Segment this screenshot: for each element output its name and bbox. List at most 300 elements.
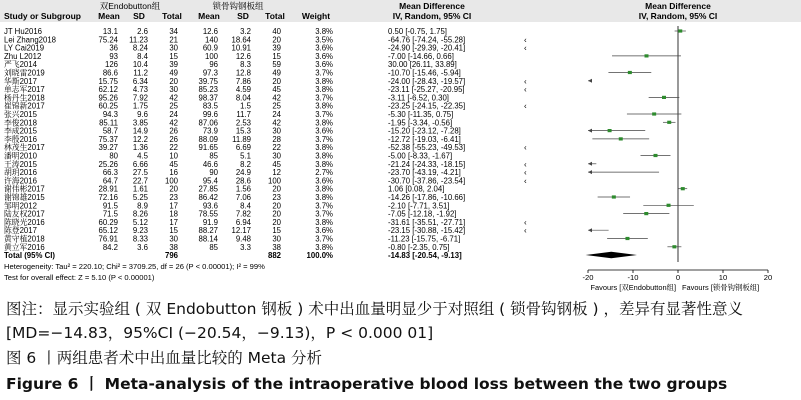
mean2-cell: 98.37 xyxy=(198,93,218,103)
study-col-header: Study or Subgroup xyxy=(4,11,81,21)
weight-cell: 3.7% xyxy=(315,68,333,78)
sd1-cell: 9.23 xyxy=(132,226,148,236)
total2-cell: 38 xyxy=(272,242,281,252)
off-scale-marker: ‹ xyxy=(524,101,527,111)
mean1-cell: 15.75 xyxy=(98,76,118,86)
mean1-cell: 66.3 xyxy=(102,168,118,178)
sd1-cell: 8.24 xyxy=(132,43,148,53)
total1-cell: 42 xyxy=(169,93,178,103)
study-name: 陆友权2017 xyxy=(4,209,45,219)
ci-cell: -2.10 [-7.71, 3.51] xyxy=(388,201,450,211)
total2-cell: 45 xyxy=(272,159,281,169)
ci-cell: -7.05 [-12.18, -1.92] xyxy=(388,209,457,219)
ci-cell: 30.00 [26.11, 33.89] xyxy=(388,60,457,70)
point-estimate xyxy=(612,195,616,198)
study-rows xyxy=(4,27,465,260)
mean2-cell: 100 xyxy=(204,51,218,61)
study-name: 华斯2017 xyxy=(4,76,37,86)
point-estimate xyxy=(625,237,629,240)
sd1-cell: 8.9 xyxy=(137,201,148,211)
total2-cell: 12 xyxy=(272,168,281,178)
sd2-cell: 2.53 xyxy=(235,118,251,128)
mean2-cell: 85 xyxy=(209,151,218,161)
weight-cell: 3.7% xyxy=(315,201,333,211)
weight-cell: 3.7% xyxy=(315,134,333,144)
sd2-cell: 8.4 xyxy=(240,201,251,211)
total1-cell: 24 xyxy=(169,110,178,119)
study-name: 陈登2017 xyxy=(4,226,37,236)
x-tick-label: 0 xyxy=(675,273,681,282)
plot-marks xyxy=(524,26,772,282)
sd2-cell: 10.91 xyxy=(231,43,251,53)
weight-cell: 3.8% xyxy=(315,76,333,86)
sd2-cell: 6.69 xyxy=(235,143,251,153)
total2-cell: 30 xyxy=(272,234,281,244)
mean1-cell: 94.3 xyxy=(102,110,118,119)
study-name: 李俊2018 xyxy=(4,118,37,128)
study-name: LY Cai2019 xyxy=(4,43,45,53)
sd1-cell: 8.4 xyxy=(137,51,148,61)
total2-cell: 20 xyxy=(272,184,281,194)
mean1-cell: 39.27 xyxy=(98,143,118,153)
sd1-cell: 14.9 xyxy=(132,126,148,136)
weight-cell: 3.8% xyxy=(315,101,333,111)
sd2-cell: 1.56 xyxy=(235,184,251,194)
off-scale-marker: ‹ xyxy=(524,176,527,186)
off-scale-marker: ‹ xyxy=(524,217,527,227)
mean1-cell: 80 xyxy=(109,151,118,161)
study-name: 李成2015 xyxy=(4,126,37,136)
weight-cell: 3.5% xyxy=(315,35,333,45)
mean1-cell: 36 xyxy=(109,43,118,53)
weight-cell: 3.8% xyxy=(315,193,333,202)
sd2-cell: 8.04 xyxy=(235,93,251,103)
mean1-cell: 58.7 xyxy=(102,126,118,136)
study-name: 崔锦新2017 xyxy=(4,101,45,111)
x-tick-label: 20 xyxy=(763,273,773,282)
total1-cell: 17 xyxy=(169,217,178,227)
point-estimate xyxy=(678,29,682,32)
total1-cell: 10 xyxy=(169,151,178,161)
point-estimate xyxy=(667,121,671,124)
mean1-cell: 95.26 xyxy=(98,93,118,103)
mean2-cell: 87.06 xyxy=(198,118,218,128)
weight-cell: 3.8% xyxy=(315,242,333,252)
total-weight: 100.0% xyxy=(306,251,333,260)
study-name: 谢伟彬2017 xyxy=(4,184,45,194)
total1-cell: 30 xyxy=(169,85,178,95)
sd2-cell: 7.86 xyxy=(235,76,251,86)
weight-cell: 3.8% xyxy=(315,27,333,36)
total1-cell: 49 xyxy=(169,68,178,78)
ci-cell: -23.11 [-25.27, -20.95] xyxy=(388,85,465,95)
left-arrow xyxy=(588,79,592,83)
mean2-cell: 88.09 xyxy=(198,134,218,144)
ci-cell: -30.70 [-37.86, -23.54] xyxy=(388,176,466,186)
total1-cell: 30 xyxy=(169,234,178,244)
ci-cell: 1.06 [0.08, 2.04] xyxy=(388,184,445,194)
ci-cell: -31.61 [-35.51, -27.71] xyxy=(388,217,466,227)
sd1-cell: 6.66 xyxy=(132,159,148,169)
weight-cell: 3.8% xyxy=(315,159,333,169)
off-scale-marker: ‹ xyxy=(524,43,527,53)
mean1-cell: 60.25 xyxy=(98,101,118,111)
heterogeneity-text: Heterogeneity: Tau² = 220.10; Chi² = 3709.25, df = 26 (P < 0.00001); I² = 99% xyxy=(4,262,265,271)
ci-cell: -5.00 [-8.33, -1.67] xyxy=(388,151,453,161)
total1-cell: 20 xyxy=(169,184,178,194)
off-scale-marker: ‹ xyxy=(524,143,527,153)
sd2-cell: 3.3 xyxy=(240,242,251,252)
ci-cell: -23.25 [-24.15, -22.35] xyxy=(388,101,466,111)
mean1-cell: 91.5 xyxy=(102,201,118,211)
study-name: 单志军2017 xyxy=(4,85,45,95)
study-name: 黄守植2018 xyxy=(4,234,45,244)
mean1-cell: 71.5 xyxy=(102,209,118,219)
study-name: 许海2016 xyxy=(4,176,37,186)
total1-col-header: Total xyxy=(162,11,182,21)
mean1-cell: 93 xyxy=(109,51,118,61)
mean1-cell: 86.6 xyxy=(102,68,118,78)
weight-cell: 3.6% xyxy=(315,43,333,53)
study-name: 李殷2016 xyxy=(4,134,37,144)
figure-title-en: Figure 6 丨 Meta-analysis of the intraoperative blood loss between the two groups xyxy=(6,375,728,393)
sd2-cell: 24.9 xyxy=(235,168,251,178)
sd2-cell: 4.59 xyxy=(235,85,251,95)
weight-cell: 3.6% xyxy=(315,126,333,136)
point-estimate xyxy=(672,245,676,248)
mean1-cell: 126 xyxy=(104,60,118,70)
study-name: 林茂生2017 xyxy=(4,143,45,153)
mean2-cell: 83.5 xyxy=(202,101,218,111)
sd1-cell: 2.6 xyxy=(137,27,148,36)
total-ci: -14.83 [-20.54, -9.13] xyxy=(388,251,462,260)
study-name: Zhu L2012 xyxy=(4,51,42,61)
sd1-cell: 22.7 xyxy=(132,176,148,186)
ci-cell: -52.38 [-55.23, -49.53] xyxy=(388,143,466,153)
group1-header: 双Endobutton组 xyxy=(99,1,161,11)
point-estimate xyxy=(644,212,648,215)
total1-cell: 26 xyxy=(169,126,178,136)
weight-cell: 3.7% xyxy=(315,110,333,119)
sd1-cell: 1.75 xyxy=(132,101,148,111)
weight-cell: 3.6% xyxy=(315,176,333,186)
sd1-cell: 11.2 xyxy=(133,68,148,78)
sd1-cell: 7.92 xyxy=(132,93,148,103)
mean2-cell: 73.9 xyxy=(202,126,218,136)
mean1-cell: 72.16 xyxy=(98,193,118,202)
total2-cell: 20 xyxy=(272,35,281,45)
mean2-cell: 78.55 xyxy=(198,209,218,219)
sd1-cell: 5.12 xyxy=(132,217,148,227)
mean2-cell: 91.65 xyxy=(198,143,218,153)
sd1-cell: 4.5 xyxy=(137,151,148,161)
mean2-cell: 85.23 xyxy=(198,85,218,95)
mean2-col-header: Mean xyxy=(198,11,220,21)
mean1-cell: 13.1 xyxy=(102,27,118,36)
left-arrow xyxy=(588,228,592,232)
off-scale-marker: ‹ xyxy=(524,35,527,45)
mean1-cell: 28.91 xyxy=(98,184,118,194)
weight-cell: 3.8% xyxy=(315,151,333,161)
total1-cell: 20 xyxy=(169,76,178,86)
study-name: 王涛2015 xyxy=(4,159,37,169)
mean1-cell: 64.7 xyxy=(102,176,118,186)
sd1-cell: 5.25 xyxy=(132,193,148,202)
total1-cell: 45 xyxy=(169,159,178,169)
total1-cell: 22 xyxy=(169,143,178,153)
off-scale-marker: ‹ xyxy=(524,168,527,178)
mean2-cell: 140 xyxy=(204,35,218,45)
overall-test-text: Test for overall effect: Z = 5.10 (P < 0.00001) xyxy=(4,273,155,282)
total2-cell: 42 xyxy=(272,118,281,128)
mean1-cell: 76.91 xyxy=(98,234,118,244)
sd1-cell: 3.85 xyxy=(132,118,148,128)
mean2-cell: 96 xyxy=(209,60,218,70)
sd1-cell: 8.33 xyxy=(132,234,148,244)
ci-cell: -1.95 [-3.34, -0.56] xyxy=(388,118,453,128)
ci-cell: -3.11 [-6.52, 0.30] xyxy=(388,93,449,103)
total1-cell: 26 xyxy=(169,134,178,144)
total2-cell: 20 xyxy=(272,201,281,211)
x-tick-label: -20 xyxy=(582,273,594,282)
mean1-cell: 60.29 xyxy=(98,217,118,227)
off-scale-marker: ‹ xyxy=(524,76,527,86)
weight-cell: 3.8% xyxy=(315,85,333,95)
weight-col-header: Weight xyxy=(301,11,331,21)
point-estimate xyxy=(628,71,632,74)
total1-cell: 38 xyxy=(169,242,178,252)
off-scale-marker: ‹ xyxy=(524,226,527,236)
md-col-header: IV, Random, 95% CI xyxy=(392,11,472,21)
total1-cell: 100 xyxy=(164,176,178,186)
sd2-cell: 1.5 xyxy=(240,101,251,111)
sd2-cell: 12.17 xyxy=(231,226,251,236)
sd1-cell: 1.36 xyxy=(132,143,148,153)
total2-cell: 20 xyxy=(272,209,281,219)
mean1-cell: 25.26 xyxy=(98,159,118,169)
total2-cell: 30 xyxy=(272,126,281,136)
weight-cell: 3.7% xyxy=(315,234,333,244)
total2-cell: 30 xyxy=(272,151,281,161)
sd1-cell: 6.34 xyxy=(132,76,148,86)
weight-cell: 3.6% xyxy=(315,226,333,236)
study-name: Lei Zhang2018 xyxy=(4,35,57,45)
total1-cell: 15 xyxy=(169,226,178,236)
sd2-cell: 8.3 xyxy=(240,60,251,70)
total1-cell: 15 xyxy=(169,51,178,61)
sd2-cell: 15.3 xyxy=(235,126,251,136)
total1-cell: 30 xyxy=(169,43,178,53)
x-tick-label: -10 xyxy=(627,273,639,282)
point-estimate xyxy=(619,137,623,140)
sd2-col-header: SD xyxy=(237,11,249,21)
favours-left-label: Favours [双Endobutton组] xyxy=(590,283,676,292)
point-estimate xyxy=(654,154,658,157)
ci-cell: -0.80 [-2.35, 0.75] xyxy=(388,242,450,252)
study-name: 陈晓光2016 xyxy=(4,217,45,227)
weight-cell: 3.8% xyxy=(315,184,333,194)
total1-cell: 34 xyxy=(169,27,178,36)
total1-sum: 796 xyxy=(164,251,178,260)
off-scale-marker: ‹ xyxy=(524,85,527,95)
weight-cell: 3.8% xyxy=(315,217,333,227)
weight-cell: 3.8% xyxy=(315,143,333,153)
study-name: JT Hu2016 xyxy=(4,27,42,36)
mean2-cell: 60.9 xyxy=(202,43,218,53)
figure-title-cn: 图 6 丨两组患者术中出血量比较的 Meta 分析 xyxy=(6,349,323,367)
mean1-cell: 85.11 xyxy=(99,118,118,128)
sd2-cell: 3.2 xyxy=(240,27,251,36)
left-arrow xyxy=(588,129,592,133)
mean1-cell: 65.12 xyxy=(98,226,118,236)
total1-cell: 17 xyxy=(169,201,178,211)
weight-cell: 2.7% xyxy=(315,168,333,178)
weight-cell: 3.7% xyxy=(315,93,333,103)
mean1-cell: 75.37 xyxy=(98,134,118,144)
mean1-cell: 75.24 xyxy=(98,35,118,45)
mean2-cell: 85 xyxy=(209,242,218,252)
mean2-cell: 90 xyxy=(209,168,218,178)
mean2-cell: 86.42 xyxy=(198,193,218,202)
ci-cell: -11.23 [-15.75, -6.71] xyxy=(388,234,461,244)
total1-cell: 21 xyxy=(169,35,178,45)
study-name: 胡玥2016 xyxy=(4,168,37,178)
point-estimate xyxy=(645,54,649,57)
ci-cell: -15.20 [-23.12, -7.28] xyxy=(388,126,461,136)
sd1-cell: 1.61 xyxy=(132,184,148,194)
study-name: 严飞2014 xyxy=(4,60,37,70)
total2-cell: 28 xyxy=(272,134,281,144)
off-scale-marker: ‹ xyxy=(524,159,527,169)
study-name: 刘晓雷2019 xyxy=(4,68,45,78)
mean2-cell: 99.6 xyxy=(202,110,218,119)
sd1-col-header: SD xyxy=(133,11,145,21)
sd2-cell: 18.64 xyxy=(231,35,251,45)
left-arrow xyxy=(588,170,592,174)
mean1-cell: 62.12 xyxy=(98,85,118,95)
total2-cell: 49 xyxy=(272,68,281,78)
mean2-cell: 39.75 xyxy=(198,76,218,86)
summary-diamond xyxy=(586,252,637,258)
total2-cell: 22 xyxy=(272,143,281,153)
mean2-cell: 27.85 xyxy=(198,184,218,194)
total2-sum: 882 xyxy=(267,251,281,260)
total2-cell: 25 xyxy=(272,101,281,111)
ci-cell: -21.24 [-24.33, -18.15] xyxy=(388,159,466,169)
mean1-col-header: Mean xyxy=(98,11,120,21)
sd2-cell: 11.7 xyxy=(236,110,251,119)
total2-cell: 15 xyxy=(272,51,281,61)
weight-cell: 3.6% xyxy=(315,60,333,70)
favours-right-label: Favours [锁骨钩钢板组] xyxy=(682,283,760,292)
study-name: 杨丹生2018 xyxy=(4,93,45,103)
mean2-cell: 97.3 xyxy=(202,68,218,78)
sd1-cell: 10.4 xyxy=(132,60,148,70)
total2-col-header: Total xyxy=(265,11,285,21)
total1-cell: 18 xyxy=(169,209,178,219)
total1-cell: 42 xyxy=(169,118,178,128)
total2-cell: 20 xyxy=(272,76,281,86)
mean2-cell: 91.9 xyxy=(202,217,218,227)
md-header-title: Mean Difference xyxy=(399,1,465,11)
weight-cell: 3.8% xyxy=(315,118,333,128)
total1-cell: 25 xyxy=(169,101,178,111)
group2-header: 锁骨钩钢板组 xyxy=(212,1,264,11)
sd2-cell: 11.89 xyxy=(232,134,251,144)
sd2-cell: 5.1 xyxy=(240,151,251,161)
total-label: Total (95% CI) xyxy=(4,251,55,260)
x-tick-label: 10 xyxy=(718,273,728,282)
left-arrow xyxy=(588,162,592,166)
sd1-cell: 11.23 xyxy=(129,35,148,45)
ci-cell: -23.15 [-30.88, -15.42] xyxy=(388,226,466,236)
sd2-cell: 12.6 xyxy=(235,51,251,61)
weight-cell: 3.6% xyxy=(315,51,333,61)
study-name: 谢锦雄2015 xyxy=(4,193,45,202)
sd2-cell: 6.94 xyxy=(235,217,251,227)
study-name: 黄立军2016 xyxy=(4,242,45,252)
total2-cell: 45 xyxy=(272,85,281,95)
mean2-cell: 46.6 xyxy=(202,159,218,169)
mean2-cell: 88.14 xyxy=(198,234,218,244)
plot-col-header: IV, Random, 95% CI xyxy=(638,11,718,21)
plot-header-title: Mean Difference xyxy=(645,1,711,11)
total1-cell: 23 xyxy=(169,193,178,202)
total2-cell: 24 xyxy=(272,110,281,119)
sd1-cell: 3.6 xyxy=(137,242,148,252)
sd2-cell: 7.06 xyxy=(235,193,251,202)
ci-cell: 0.50 [-0.75, 1.75] xyxy=(388,27,447,36)
sd1-cell: 27.5 xyxy=(132,168,148,178)
point-estimate xyxy=(681,187,685,190)
ci-cell: -23.70 [-43.19, -4.21] xyxy=(388,168,461,178)
total2-cell: 100 xyxy=(267,176,281,186)
total2-cell: 20 xyxy=(272,217,281,227)
ci-cell: -5.30 [-11.35, 0.75] xyxy=(388,110,454,119)
total2-cell: 40 xyxy=(272,27,281,36)
ci-cell: -10.70 [-15.46, -5.94] xyxy=(388,68,461,78)
mean2-cell: 88.27 xyxy=(198,226,218,236)
figure-note: 图注：显示实验组 ( 双 Endobutton 钢板 ) 术中出血量明显少于对照组 ( 锁骨钩钢板 ) ，差异有显著性意义 [MD=−14.83，95%CI (−20.54，−9.13)，P < 0.000 01] xyxy=(6,300,744,342)
ci-cell: -24.00 [-28.43, -19.57] xyxy=(388,76,466,86)
mean2-cell: 93.6 xyxy=(202,201,218,211)
sd1-cell: 4.73 xyxy=(132,85,148,95)
total2-cell: 39 xyxy=(272,43,281,53)
ci-cell: -24.90 [-29.39, -20.41] xyxy=(388,43,466,53)
total2-cell: 23 xyxy=(272,193,281,202)
point-estimate xyxy=(652,112,656,115)
sd1-cell: 9.6 xyxy=(137,110,148,119)
point-estimate xyxy=(608,129,612,132)
mean1-cell: 84.2 xyxy=(102,242,118,252)
total2-cell: 59 xyxy=(272,60,281,70)
mean2-cell: 12.6 xyxy=(202,27,218,36)
sd1-cell: 12.2 xyxy=(132,134,148,144)
sd2-cell: 12.8 xyxy=(235,68,251,78)
ci-cell: -14.26 [-17.86, -10.66] xyxy=(388,193,466,202)
ci-cell: -12.72 [-19.03, -6.41] xyxy=(388,134,461,144)
sd2-cell: 9.48 xyxy=(235,234,251,244)
sd2-cell: 7.82 xyxy=(235,209,251,219)
weight-cell: 3.7% xyxy=(315,209,333,219)
sd1-cell: 8.26 xyxy=(132,209,148,219)
sd2-cell: 28.6 xyxy=(235,176,251,186)
study-name: 潘明2010 xyxy=(4,151,37,161)
total1-cell: 39 xyxy=(169,60,178,70)
study-name: 张兴2015 xyxy=(4,110,37,119)
total2-cell: 42 xyxy=(272,93,281,103)
total1-cell: 16 xyxy=(169,168,178,178)
